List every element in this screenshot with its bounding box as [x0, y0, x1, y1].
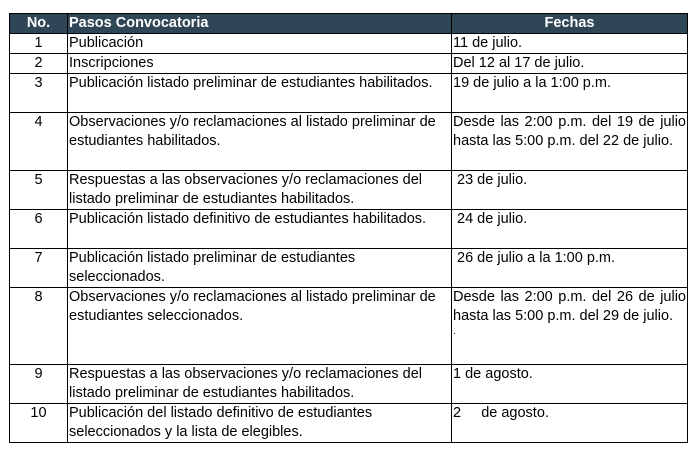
- row-date: 2 de agosto.: [452, 404, 688, 443]
- row-number: 4: [10, 113, 68, 171]
- row-step: Respuestas a las observaciones y/o reclamaciones del listado preliminar de estudiantes habilitados.: [68, 171, 452, 210]
- header-step: Pasos Convocatoria: [68, 14, 452, 34]
- row-date: 24 de julio.: [452, 210, 688, 249]
- table-row: [10, 113, 688, 171]
- row-step: Publicación listado preliminar de estudiantes seleccionados.: [68, 249, 452, 288]
- row-date: Del 12 al 17 de julio.: [452, 54, 688, 74]
- row-step: Publicación listado preliminar de estudiantes habilitados.: [68, 74, 452, 113]
- table-row: [10, 54, 688, 74]
- row-date: 23 de julio.: [452, 171, 688, 210]
- row-number: 10: [10, 404, 68, 443]
- row-step: Inscripciones: [68, 54, 452, 74]
- table-row: [10, 404, 688, 443]
- row-step: Observaciones y/o reclamaciones al listado preliminar de estudiantes seleccionados.: [68, 288, 452, 365]
- table-row: [10, 365, 688, 404]
- row-number: 9: [10, 365, 68, 404]
- row-date: Desde las 2:00 p.m. del 19 de julio hasta las 5:00 p.m. del 22 de julio.: [452, 113, 688, 171]
- row-number: 7: [10, 249, 68, 288]
- row-number: 5: [10, 171, 68, 210]
- row-date: 11 de julio.: [452, 34, 688, 54]
- table-row: [10, 210, 688, 249]
- row-step: Observaciones y/o reclamaciones al listado preliminar de estudiantes habilitados.: [68, 113, 452, 171]
- schedule-table-container: [9, 13, 687, 443]
- row-date: 1 de agosto.: [452, 365, 688, 404]
- table-row: [10, 34, 688, 54]
- header-no: No.: [10, 14, 68, 34]
- row-step: Publicación del listado definitivo de estudiantes seleccionados y la lista de elegibles.: [68, 404, 452, 443]
- header-row: [10, 14, 688, 34]
- row-step: Respuestas a las observaciones y/o reclamaciones del listado preliminar de estudiantes habilitados.: [68, 365, 452, 404]
- table-row: [10, 249, 688, 288]
- row-number: 1: [10, 34, 68, 54]
- row-date: [452, 288, 688, 365]
- row-date: 19 de julio a la 1:00 p.m.: [452, 74, 688, 113]
- header-date: Fechas: [452, 14, 688, 34]
- row-date-text: Desde las 2:00 p.m. del 26 de julio hasta las 5:00 p.m. del 29 de julio.: [453, 289, 686, 324]
- row-number: 6: [10, 210, 68, 249]
- row-number: 8: [10, 288, 68, 365]
- table-row: [10, 171, 688, 210]
- table-row: [10, 288, 688, 365]
- schedule-table: [9, 13, 688, 443]
- row-step: Publicación: [68, 34, 452, 54]
- row-step: Publicación listado definitivo de estudiantes habilitados.: [68, 210, 452, 249]
- row-number: 3: [10, 74, 68, 113]
- row-number: 2: [10, 54, 68, 74]
- row-date-extra: .: [453, 326, 456, 337]
- row-date: 26 de julio a la 1:00 p.m.: [452, 249, 688, 288]
- table-row: [10, 74, 688, 113]
